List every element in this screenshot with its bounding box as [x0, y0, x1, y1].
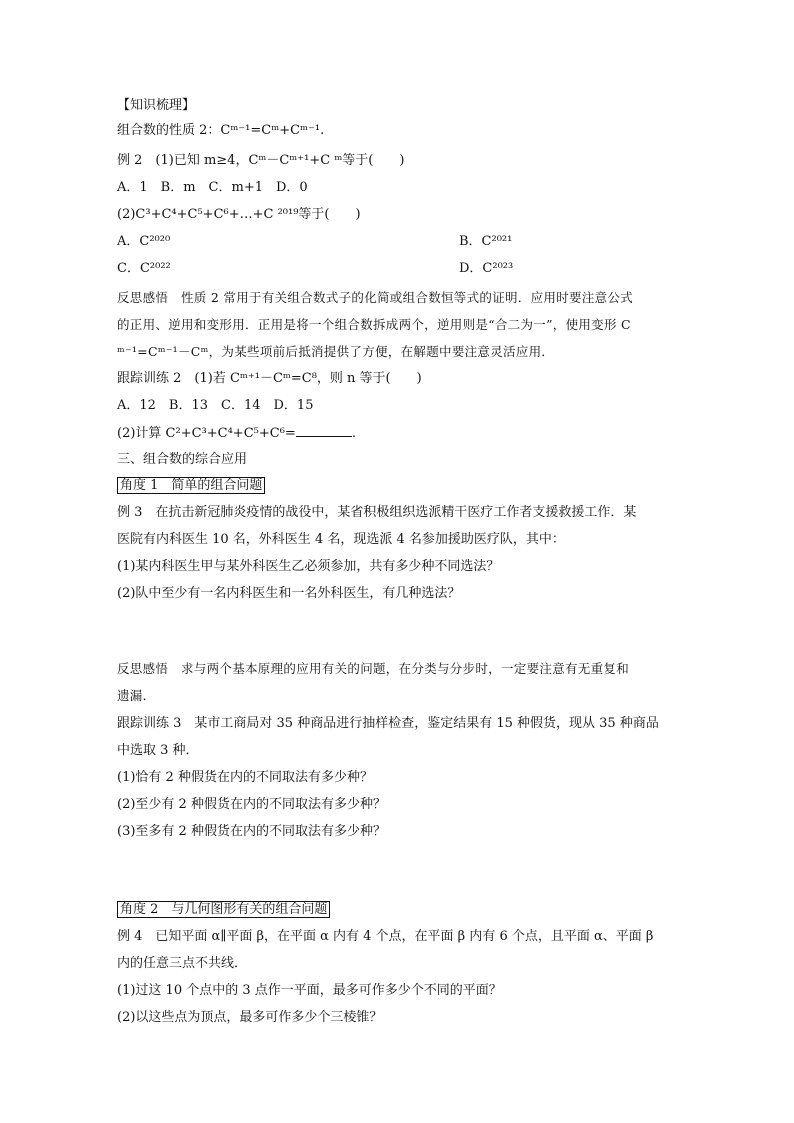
reflection-1-line-2: 的正用、逆用和变形用．正用是将一个组合数拆成两个，逆用则是“合二为一”，使用变形 C: [117, 317, 631, 332]
option-d: D．C²⁰²³: [459, 261, 514, 276]
option-a: A．C²⁰²⁰: [117, 234, 171, 249]
option-c: C．C²⁰²²: [117, 261, 171, 276]
example-3-question-1: (1)某内科医生甲与某外科医生乙必须参加，共有多少种不同选法？: [117, 559, 500, 574]
knowledge-header: 【知识梳理】: [117, 98, 196, 113]
tracking-3-line-1: 跟踪训练 3 某市工商局对 35 种商品进行抽样检查，鉴定结果有 15 种假货，现从 35 种商品: [117, 716, 659, 731]
example-4-question-1: (1)过这 10 个点中的 3 点作一平面，最多可作多少个不同的平面？: [117, 983, 502, 998]
example-2-part-2-options-ab: [117, 234, 513, 250]
example-4-question-2: (2)以这些点为顶点，最多可作多少个三棱锥？: [117, 1010, 383, 1025]
example-3-question-2: (2)队中至少有一名内科医生和一名外科医生，有几种选法？: [117, 586, 461, 601]
reflection-1-line-3: ᵐ⁻¹=Cᵐ⁻¹－Cᵐ，为某些项前后抵消提供了方便，在解题中要注意灵活应用．: [117, 344, 555, 359]
example-3-line-1: 例 3 在抗击新冠肺炎疫情的战役中，某省积极组织选派精干医疗工作者支援救援工作．某: [117, 505, 637, 520]
tracking-2-part-2-text: (2)计算 C²+C³+C⁴+C⁵+C⁶=: [117, 426, 296, 441]
reflection-2-line-1: 反思感悟 求与两个基本原理的应用有关的问题，在分类与分步时，一定要注意有无重复和: [117, 661, 630, 676]
reflection-1-line-1: 反思感悟 性质 2 常用于有关组合数式子的化简或组合数恒等式的证明．应用时要注意公式: [117, 290, 634, 305]
tracking-3-question-2: (2)至少有 2 种假货在内的不同取法有多少种？: [117, 797, 386, 812]
example-4-line-2: 内的任意三点不共线．: [117, 956, 248, 971]
tracking-2-part-1: 跟踪训练 2 (1)若 Cᵐ⁺¹－Cᵐ=C⁸，则 n 等于( ): [117, 371, 422, 386]
angle-2-label: 角度 2 与几何图形有关的组合问题: [117, 902, 330, 918]
section-3-title: 三、组合数的综合应用: [117, 452, 248, 467]
property-2-formula: 组合数的性质 2：Cᵐ⁻¹=Cᵐ+Cᵐ⁻¹.: [117, 123, 325, 138]
example-2-part-2: (2)C³+C⁴+C⁵+C⁶+…+C ²⁰¹⁹等于( ): [117, 207, 361, 222]
answer-blank: [296, 425, 352, 437]
example-2-part-1: 例 2 (1)已知 m≥4，Cᵐ－Cᵐ⁺¹+C ᵐ等于( ): [117, 153, 405, 168]
reflection-2-line-2: 遗漏．: [117, 688, 156, 703]
example-4-line-1: 例 4 已知平面 α∥平面 β，在平面 α 内有 4 个点，在平面 β 内有 6 个点，且平面 α、平面 β: [117, 929, 654, 944]
tracking-2-part-2: (2)计算 C²+C³+C⁴+C⁵+C⁶= .: [117, 426, 356, 441]
example-3-line-2: 医院有内科医生 10 名，外科医生 4 名，现选派 4 名参加援助医疗队，其中：: [117, 532, 565, 547]
tracking-2-part-1-options: A．12 B．13 C．14 D．15: [117, 398, 314, 413]
option-b: B．C²⁰²¹: [459, 234, 513, 249]
tracking-3-question-3: (3)至多有 2 种假货在内的不同取法有多少种？: [117, 824, 386, 839]
tracking-3-question-1: (1)恰有 2 种假货在内的不同取法有多少种？: [117, 770, 373, 785]
angle-1-label: 角度 1 简单的组合问题: [117, 478, 265, 494]
tracking-3-line-2: 中选取 3 种．: [117, 743, 199, 758]
example-2-part-1-options: A．1 B．m C．m+1 D．0: [117, 180, 308, 195]
example-2-part-2-options-cd: [117, 261, 514, 277]
